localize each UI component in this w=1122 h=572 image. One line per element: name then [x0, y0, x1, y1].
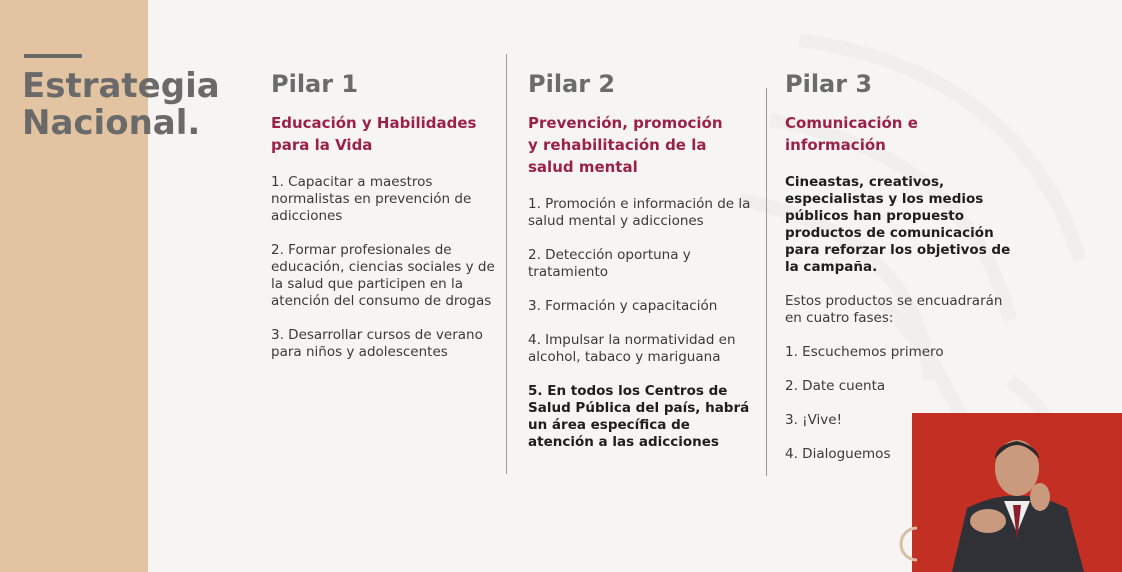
list-item: 2. Date cuenta [785, 378, 886, 394]
list-item: Estos productos se encuadrarán en cuatro fases: [785, 293, 1003, 326]
pillar-heading: Pilar 3 [785, 70, 873, 98]
pillar-items [528, 196, 760, 451]
pillar-subtitle: Comunicación e información [785, 114, 918, 154]
list-item: 1. Capacitar a maestros normalistas en prevención de adicciones [271, 174, 472, 224]
pillar-subtitle: Prevención, promoción y rehabilitación de la salud mental [528, 114, 723, 176]
pillar-intro-text: Cineastas, creativos, especialistas y los medios públicos han propuesto productos de comunicación para reforzar los objetivos de la campaña. [785, 174, 1011, 275]
list-item: 3. ¡Vive! [785, 412, 842, 428]
list-item: 3. Desarrollar cursos de verano para niños y adolescentes [271, 327, 483, 360]
pillar-1 [271, 70, 501, 378]
pillar-subtitle: Educación y Habilidades para la Vida [271, 114, 477, 154]
column-divider-1 [506, 54, 507, 474]
list-item: 1. Promoción e información de la salud mental y adicciones [528, 196, 751, 229]
interpreter-figure-icon [912, 413, 1122, 572]
pillar-2 [528, 70, 760, 468]
list-item: 3. Formación y capacitación [528, 298, 718, 314]
pillar-heading: Pilar 1 [271, 70, 359, 98]
list-item: 4. Impulsar la normatividad en alcohol, tabaco y mariguana [528, 332, 736, 365]
pillar-heading: Pilar 2 [528, 70, 616, 98]
slide-title: Estrategia Nacional. [22, 66, 220, 143]
list-item: 1. Escuchemos primero [785, 344, 944, 360]
column-divider-2 [766, 88, 767, 476]
list-item: 2. Detección oportuna y tratamiento [528, 247, 691, 280]
sign-language-interpreter-video [912, 413, 1122, 572]
list-item: 4. Dialoguemos [785, 446, 891, 462]
list-item-highlight: 5. En todos los Centros de Salud Pública del país, habrá un área específica de atención a las adicciones [528, 383, 750, 450]
title-accent-bar [24, 54, 82, 58]
government-seal-icon [897, 524, 917, 564]
list-item: 2. Formar profesionales de educación, ciencias sociales y de la salud que participen en la atención del consumo de drogas [271, 242, 495, 309]
pillar-items [271, 174, 501, 361]
